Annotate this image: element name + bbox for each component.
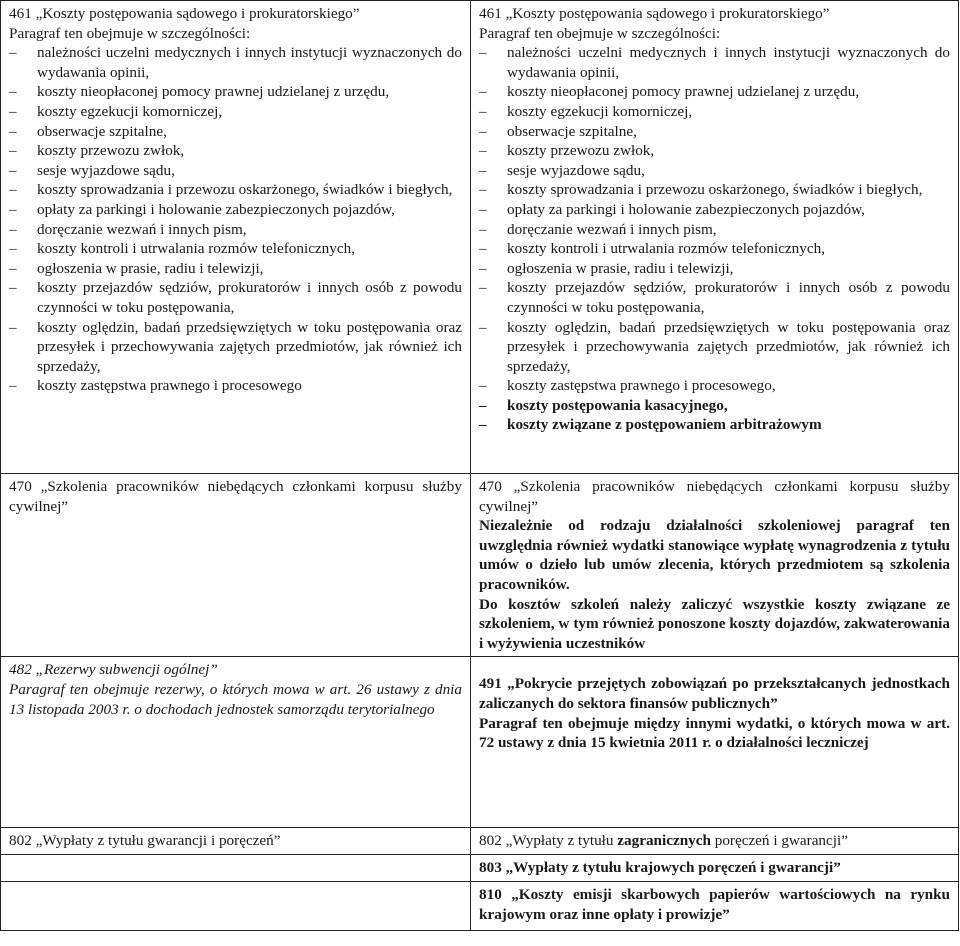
section-title: 482 „Rezerwy subwencji ogólnej” [9,661,218,679]
list-item: – koszty sprowadzania i przewozu oskarżonego, świadków i biegłych, [507,180,950,200]
cell-810-left [1,881,471,930]
section-title: 491 „Pokrycie przejętych zobowiązań po przekształcanych jednostkach zaliczanych do sektora finansów publicznych” [479,675,950,712]
cell-803-right [471,854,959,881]
section-title-part: 802 „Wypłaty z tytułu [479,832,618,850]
section-title-part: poręczeń i gwarancji” [710,832,848,850]
list-item: – koszty zastępstwa prawnego i procesowego [37,376,462,396]
row-802 [1,828,959,855]
section-intro: Paragraf ten obejmuje w szczególności: [9,24,251,42]
row-461 [1,1,959,474]
list-item-added: – koszty postępowania kasacyjnego, [507,396,950,416]
section-body: Paragraf ten obejmuje rezerwy, o których mowa w art. 26 ustawy z dnia 13 listopada 2003 r. o dochodach jednostek samorządu terytorialnego [9,680,462,718]
section-body: Paragraf ten obejmuje między innymi wydatki, o których mowa w art. 72 ustawy z dnia 15 kwietnia 2011 r. o działalności leczniczej [479,714,950,752]
cell-802-left [1,828,471,855]
list-item: – koszty nieopłaconej pomocy prawnej udzielanej z urzędu, [37,82,462,102]
cell-470-left [1,474,471,657]
list-item: – sesje wyjazdowe sądu, [37,161,462,181]
list-item: – koszty przewozu zwłok, [37,141,462,161]
section-intro: Paragraf ten obejmuje w szczególności: [479,24,721,42]
row-482-491 [1,657,959,828]
list-item: – opłaty za parkingi i holowanie zabezpieczonych pojazdów, [507,200,950,220]
list-item: – sesje wyjazdowe sądu, [507,161,950,181]
list-item: – koszty oględzin, badań przedsięwziętych w toku postępowania oraz przesyłek i przechowywania zajętych przedmiotów, jak również ich sprzedaży, [507,318,950,377]
added-paragraph: Niezależnie od rodzaju działalności szkoleniowej paragraf ten uwzględnia również wydatki stanowiące wypłatę wynagrodzenia z tytułu umów o dzieło lub umów zlecenia, których przedmiotem są szkolenia pracowników. [479,517,950,593]
row-810 [1,881,959,930]
cell-482-left [1,657,471,828]
section-title: 461 „Koszty postępowania sądowego i prokuratorskiego” [9,5,360,22]
cell-470-right [471,474,959,657]
list-item: – doręczanie wezwań i innych pism, [507,220,950,240]
list-item: – opłaty za parkingi i holowanie zabezpieczonych pojazdów, [37,200,462,220]
cell-802-right [471,828,959,855]
item-list [479,43,950,435]
list-item: – koszty kontroli i utrwalania rozmów telefonicznych, [37,239,462,259]
list-item: – koszty przejazdów sędziów, prokuratorów i innych osób z powodu czynności w toku postępowania, [507,278,950,317]
cell-810-right [471,881,959,930]
list-item: – ogłoszenia w prasie, radiu i telewizji, [507,259,950,279]
cell-461-right [471,1,959,474]
section-title: 470 „Szkolenia pracowników niebędących członkami korpusu służby cywilnej” [9,478,462,515]
list-item: – należności uczelni medycznych i innych instytucji wyznaczonych do wydawania opinii, [37,43,462,82]
list-item: – koszty przewozu zwłok, [507,141,950,161]
list-item-added: – koszty związane z postępowaniem arbitrażowym [507,415,950,435]
section-title: 803 „Wypłaty z tytułu krajowych poręczeń i gwarancji” [479,858,841,876]
cell-491-right [471,657,959,828]
list-item: – koszty egzekucji komorniczej, [507,102,950,122]
list-item: – doręczanie wezwań i innych pism, [37,220,462,240]
list-item: – koszty sprowadzania i przewozu oskarżonego, świadków i biegłych, [37,180,462,200]
list-item: – koszty nieopłaconej pomocy prawnej udzielanej z urzędu, [507,82,950,102]
item-list [9,43,462,396]
section-title: 470 „Szkolenia pracowników niebędących członkami korpusu służby cywilnej” [479,478,950,515]
row-470 [1,474,959,657]
list-item: – koszty zastępstwa prawnego i procesowego, [507,376,950,396]
list-item: – obserwacje szpitalne, [37,122,462,142]
row-803 [1,854,959,881]
added-paragraph: Do kosztów szkoleń należy zaliczyć wszystkie koszty związane ze szkoleniem, w tym również ponoszone koszty dojazdów, zakwaterowania i wyżywienia uczestników [479,595,950,652]
list-item: – koszty oględzin, badań przedsięwziętych w toku postępowania oraz przesyłek i przechowywania zajętych przedmiotów, jak również ich sprzedaży, [37,318,462,377]
cell-461-left [1,1,471,474]
cell-803-left [1,854,471,881]
list-item: – ogłoszenia w prasie, radiu i telewizji, [37,259,462,279]
section-title-bold-part: zagranicznych [617,832,711,850]
section-title: 810 „Koszty emisji skarbowych papierów wartościowych na rynku krajowym oraz inne opłaty i prowizje” [479,885,950,923]
list-item: – koszty kontroli i utrwalania rozmów telefonicznych, [507,239,950,259]
list-item: – koszty przejazdów sędziów, prokuratorów i innych osób z powodu czynności w toku postępowania, [37,278,462,317]
list-item: – należności uczelni medycznych i innych instytucji wyznaczonych do wydawania opinii, [507,43,950,82]
list-item: – koszty egzekucji komorniczej, [37,102,462,122]
section-title: 802 „Wypłaty z tytułu gwarancji i poręczeń” [9,832,281,850]
list-item: – obserwacje szpitalne, [507,122,950,142]
section-title: 461 „Koszty postępowania sądowego i prokuratorskiego” [479,5,830,22]
